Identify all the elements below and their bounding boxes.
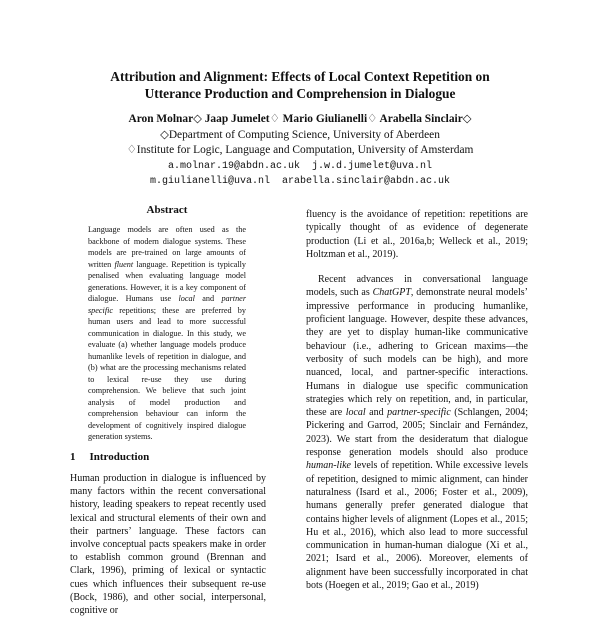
abstract-text-and: and xyxy=(194,294,222,303)
author-block xyxy=(40,112,560,190)
author-emails-1: a.molnar.19@abdn.ac.uk j.w.d.jumelet@uva.nl xyxy=(167,160,433,172)
abstract-text-3: repetitions; these are preferred by human users and lead to more successful communication in dialogue. In this study, we evaluate (a) whether language models produce humanlike levels of repetition in dialogue, and (b) what are the processing mechanisms related to lexical re-use they use during comprehension. We believe that such joint analysis of model production and comprehension behaviour can inform the development of cognitively inspired dialogue generation systems. xyxy=(88,305,246,441)
para2-em-chatgpt: ChatGPT xyxy=(372,287,411,299)
para2-text-c: (Schlangen, 2004; Pickering and Garrod, 2005; Sinclair and Fernández, 2023). We start from the desideratum that dialogue response generation models should also produce xyxy=(306,407,528,459)
author-emails-2: m.giulianelli@uva.nl arabella.sinclair@abdn.ac.uk xyxy=(149,176,451,187)
section-number: 1 xyxy=(70,451,76,463)
right-paragraph-2 xyxy=(306,273,528,592)
para2-text-and: and xyxy=(365,407,388,419)
affiliation-aberdeen: ◇Department of Computing Science, University of Aberdeen xyxy=(160,128,440,141)
right-column xyxy=(306,208,528,592)
introduction-paragraph: Human production in dialogue is influenced by many factors within the recent conversational history, leading speakers to repeat recently used lexical and structural elements of their own and their partners’ language. These factors can involve conceptual pacts speakers make in order to establish common ground (Brennan and Clark, 1996), priming of lexical or syntactic cues which influences their subsequent re-use (Bock, 1986), and other social, interpersonal, cognitive or xyxy=(70,473,266,617)
title-line-2: Utterance Production and Comprehension in Dialogue xyxy=(144,86,456,101)
author-names: Aron Molnar◇ Jaap Jumelet♢ Mario Giulianelli♢ Arabella Sinclair◇ xyxy=(128,113,472,125)
para2-em-partner-specific: partner-specific xyxy=(387,407,451,419)
section-heading-introduction xyxy=(70,451,270,463)
para2-em-human-like: human-like xyxy=(306,460,351,472)
abstract-text-1: Language models are often used as the backbone of modern dialogue systems. These models are pre-trained on large amounts of written xyxy=(88,225,246,269)
abstract-em-local: local xyxy=(178,294,195,303)
affiliation-amsterdam: ♢Institute for Logic, Language and Computation, University of Amsterdam xyxy=(126,144,474,156)
abstract-heading: Abstract xyxy=(146,204,188,216)
para2-text-a: Recent advances in conversational language models, such as xyxy=(306,274,528,299)
abstract-text-2: language. Repetition is typically penalised when evaluating language model generations. However, it is a key component of dialogue. Humans use xyxy=(88,259,246,303)
para2-em-local: local xyxy=(345,407,366,419)
paper-title xyxy=(40,68,560,102)
title-line-1: Attribution and Alignment: Effects of Local Context Repetition on xyxy=(110,69,490,84)
abstract-body xyxy=(88,224,246,443)
abstract-em-partner-specific: partner specific xyxy=(88,294,246,315)
section-title: Introduction xyxy=(89,451,150,463)
para2-text-d: levels of repetition. While excessive levels of repetition, designed to mimic alignment, can hinder naturalness (Isard et al., 2006; Foster et al., 2009), humans generally prefer generated dialogue that contains higher levels of alignment (Lopes et al., 2015; Hu et al., 2016), which also lead to more successful communication in human-human dialogue (Xi et al., 2021; Isard et al., 2006). Moreover, elements of alignment have been successfully incorporated in chat bots (Hoegen et al., 2019; Gao et al., 2019) xyxy=(306,460,528,592)
abstract-em-fluent: fluent xyxy=(114,259,134,269)
right-paragraph-1: fluency is the avoidance of repetition: repetitions are typically thought of as evidence of degenerate production (Li et al., 2016a,b; Welleck et al., 2019; Holtzman et al., 2019). xyxy=(306,209,528,260)
para2-text-b: , demonstrate neural models’ impressive performance in producing humanlike, proficient language. However, despite these advances, they are yet to display human-like communicative behaviour (i.e., adhering to Gricean maxims—the verbosity of such models can be high), and more nuanced, local, and partner-specific interactions. Humans in dialogue use specific communication strategies which rely on repetition, and, in particular, these are xyxy=(306,287,528,419)
